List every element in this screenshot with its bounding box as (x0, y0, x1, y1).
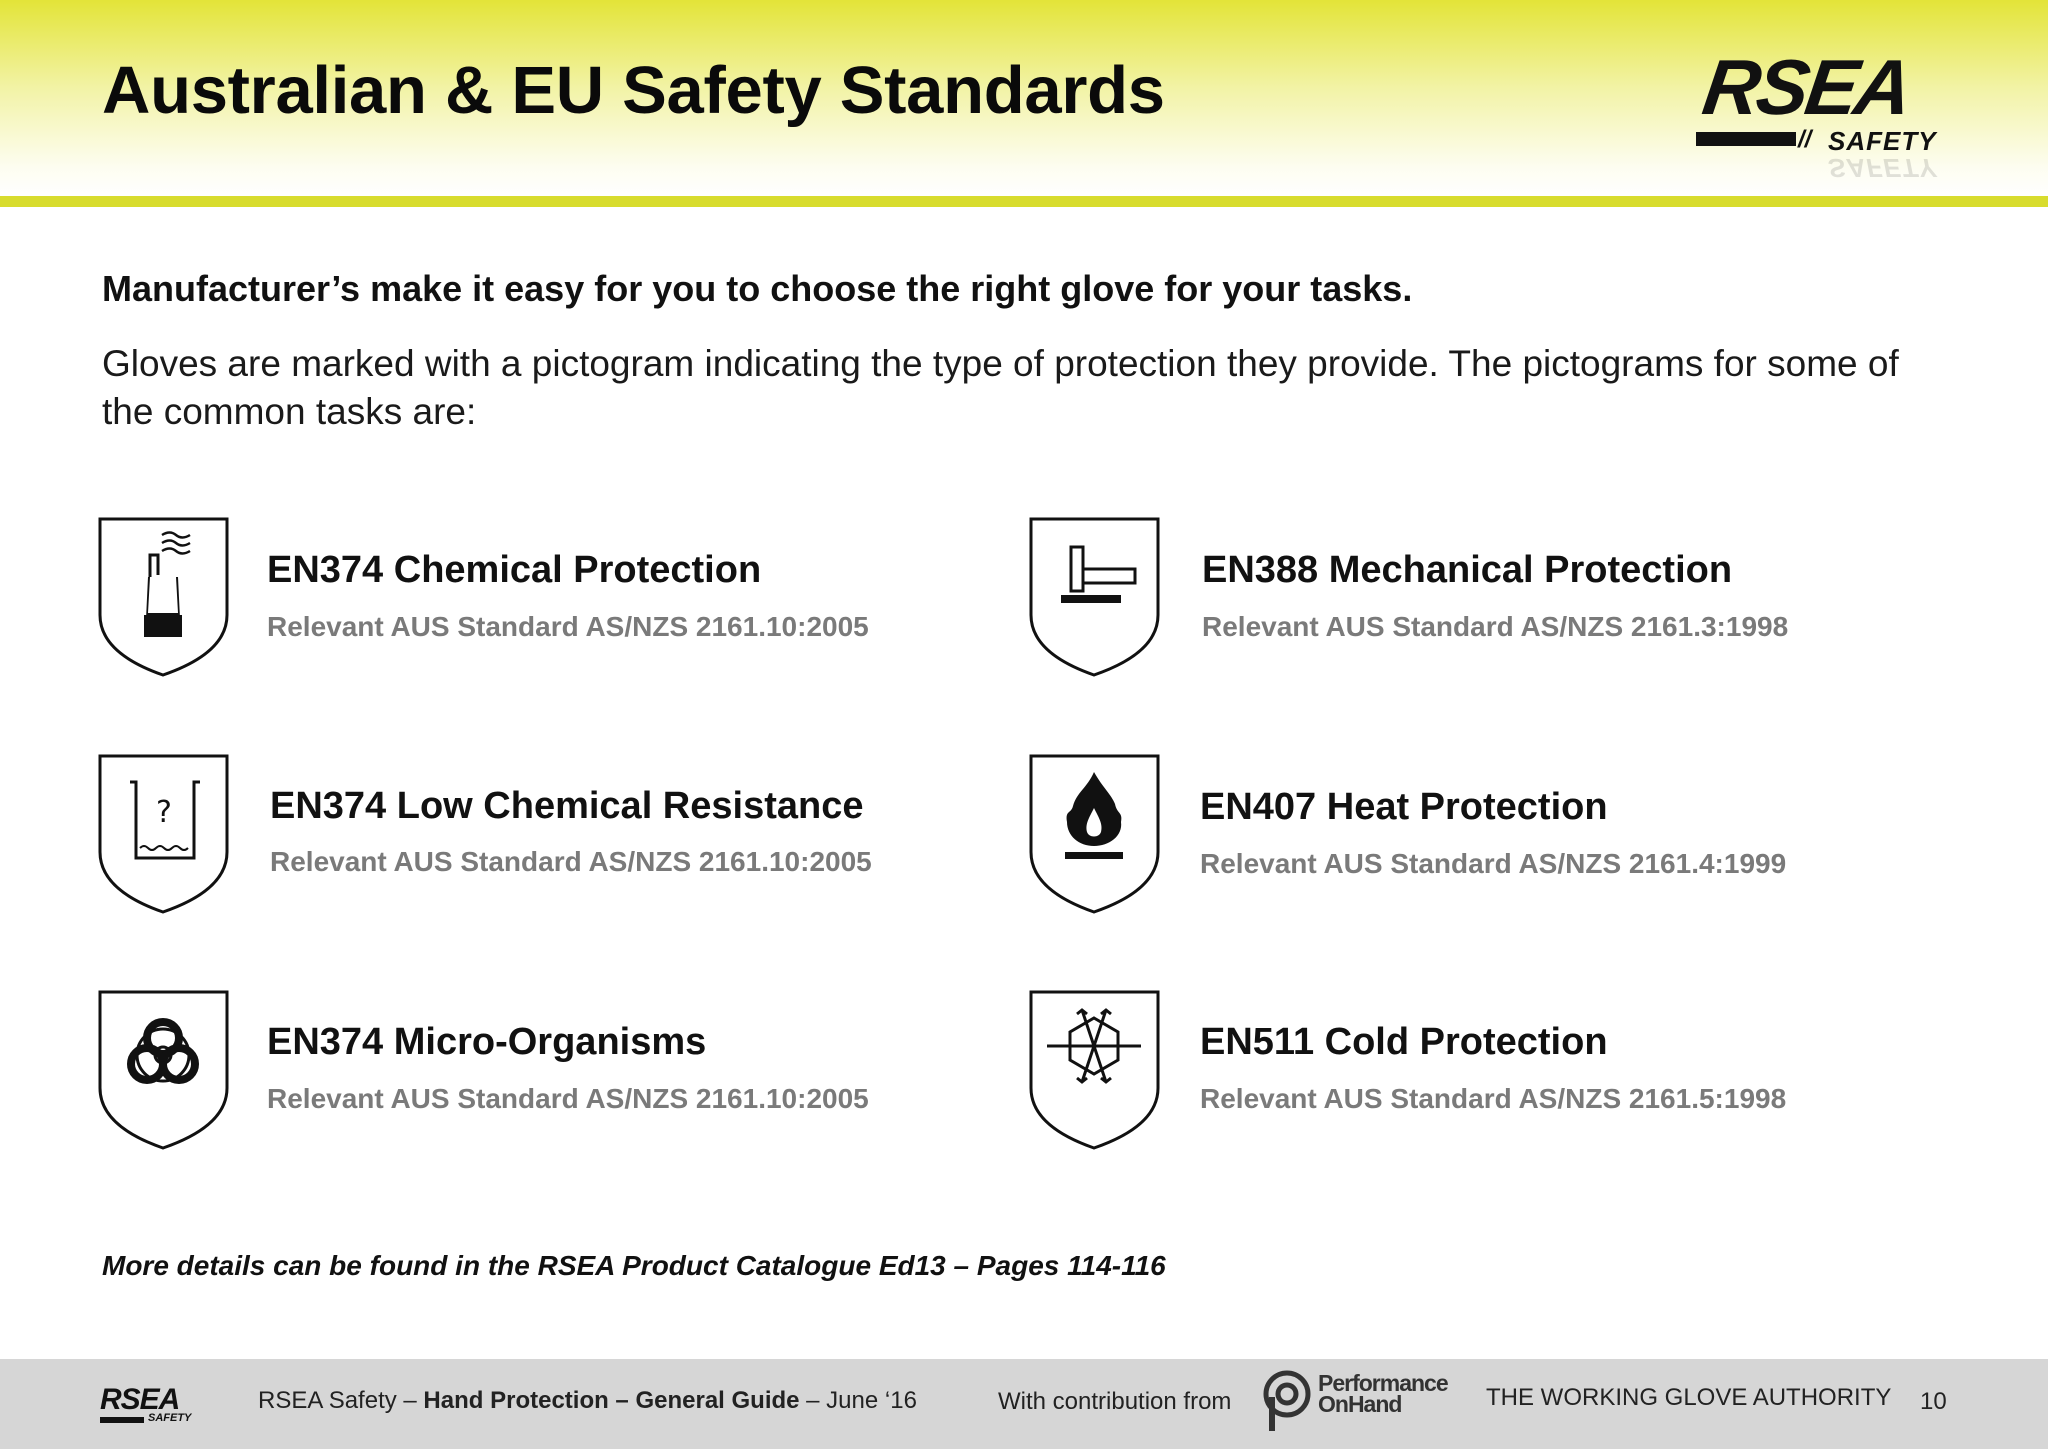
footer-guide-title (258, 1387, 917, 1415)
standard-subtitle: Relevant AUS Standard AS/NZS 2161.5:1998 (1200, 1083, 1787, 1114)
flame-icon (1027, 752, 1162, 914)
standard-item-chemical-protection (96, 515, 996, 685)
standard-subtitle: Relevant AUS Standard AS/NZS 2161.10:2005 (267, 1083, 869, 1114)
biohazard-icon (96, 988, 231, 1150)
footer-contribution-label: With contribution from (998, 1388, 1232, 1415)
footer-bar (0, 1359, 2048, 1449)
footer-guide-prefix: RSEA Safety – (258, 1387, 424, 1414)
standard-title: EN374 Chemical Protection (267, 549, 762, 591)
footer-tagline: THE WORKING GLOVE AUTHORITY (1486, 1384, 1892, 1411)
page-title: Australian & EU Safety Standards (102, 53, 1165, 128)
footer-logo-wordmark: RSEA (100, 1383, 180, 1416)
logo-reflection: SAFETY (1828, 153, 1937, 183)
rsea-safety-logo (1690, 43, 1950, 183)
footer-rsea-logo (100, 1383, 210, 1429)
standard-title: EN511 Cold Protection (1200, 1021, 1608, 1063)
performance-onhand-logo-icon (1262, 1369, 1312, 1435)
header-divider (0, 196, 2048, 207)
standard-title: EN374 Micro-Organisms (267, 1021, 707, 1063)
standard-item-cold-protection (1027, 988, 1927, 1158)
standard-item-micro-organisms (96, 988, 996, 1158)
performance-onhand-logo-text (1318, 1370, 1448, 1417)
standard-item-low-chemical-resistance (96, 752, 996, 922)
standard-subtitle: Relevant AUS Standard AS/NZS 2161.10:2005 (270, 846, 872, 877)
partner-name-line1: Performance (1318, 1370, 1448, 1396)
logo-tagline: SAFETY (1828, 126, 1937, 156)
standard-title: EN388 Mechanical Protection (1202, 549, 1733, 591)
footer-guide-bold: Hand Protection – General Guide (423, 1387, 800, 1414)
beaker-question-icon (96, 752, 231, 914)
catalogue-reference-note: More details can be found in the RSEA Product Catalogue Ed13 – Pages 114-116 (102, 1250, 1166, 1281)
standard-subtitle: Relevant AUS Standard AS/NZS 2161.3:1998 (1202, 611, 1789, 642)
standard-title: EN407 Heat Protection (1200, 786, 1608, 828)
standard-item-mechanical-protection (1027, 515, 1927, 685)
footer-logo-tagline: SAFETY (148, 1412, 192, 1424)
logo-wordmark: RSEA (1697, 43, 1915, 131)
snowflake-icon (1027, 988, 1162, 1150)
intro-paragraph: Gloves are marked with a pictogram indicating the type of protection they provide. The pictograms for some of the common tasks are: (102, 343, 1899, 432)
logo-slashes: // (1798, 126, 1812, 153)
partner-name-line2: OnHand (1318, 1391, 1402, 1417)
standard-item-heat-protection (1027, 752, 1927, 922)
standard-subtitle: Relevant AUS Standard AS/NZS 2161.4:1999 (1200, 848, 1787, 879)
svg-text:?: ? (156, 795, 172, 830)
chemical-flask-icon (96, 515, 231, 677)
standard-title: EN374 Low Chemical Resistance (270, 785, 864, 827)
footer-guide-date: – June ‘16 (799, 1387, 917, 1414)
footer-logo-bar (100, 1417, 144, 1423)
logo-bar (1696, 132, 1796, 146)
standard-subtitle: Relevant AUS Standard AS/NZS 2161.10:2005 (267, 611, 869, 642)
page-number: 10 (1920, 1388, 1947, 1415)
intro-heading: Manufacturer’s make it easy for you to choose the right glove for your tasks. (102, 268, 1413, 309)
hammer-icon (1027, 515, 1162, 677)
